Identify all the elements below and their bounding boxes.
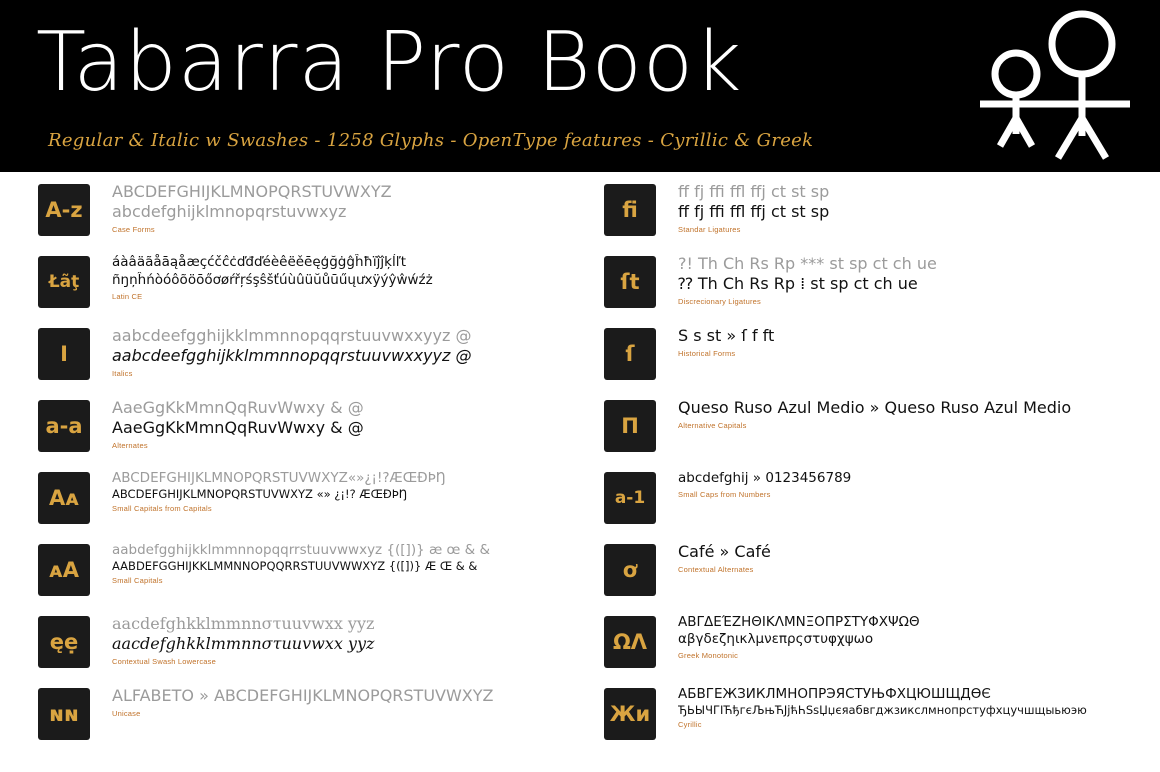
sample-line-2: AaeGgKkMmnQqRuvWwxy & @: [112, 418, 364, 437]
feature-sample-alternative-capitals: [656, 396, 1134, 430]
feature-row-historical-forms: [594, 324, 1134, 396]
sample-line-upper: ABCDEFGHIJKLMNOPQRSTUVWXYZ: [112, 182, 392, 201]
sample-line-1: АБВГЕЖЗИКЛМНОПРЭЯСТУЊФХЦЮШЩДѲЄ: [678, 686, 991, 702]
feature-row-greek-monotonic: [594, 612, 1134, 684]
feature-caption: Greek Monotonic: [678, 650, 739, 660]
feature-row-case-forms: [28, 180, 568, 252]
feature-chip-unicase[interactable]: ɴɴ: [38, 688, 90, 740]
feature-chip-contextual-alternates[interactable]: ơ: [604, 544, 656, 596]
feature-row-contextual-alternates: [594, 540, 1134, 612]
feature-chip-cyrillic[interactable]: Жи: [604, 688, 656, 740]
feature-caption: Discrecionary Ligatures: [678, 297, 761, 306]
feature-caption: Historical Forms: [678, 349, 736, 358]
feature-sample-contextual-alternates: [656, 540, 1134, 574]
feature-sample-case-forms: [90, 180, 568, 234]
feature-row-italics: [28, 324, 568, 396]
feature-sample-italics: [90, 324, 568, 378]
sample-line-2: ABCDEFGHIJKLMNOPQRSTUVWXYZ «» ¿¡!? ÆŒÐÞŊ: [112, 486, 408, 501]
sample-line-2: αβγδεζηικλμνεπρςστυφχψωο: [678, 630, 874, 647]
sample-line-1: abcdefghij » 0123456789: [678, 470, 852, 486]
feature-sample-contextual-swash-lowercase: [90, 612, 568, 666]
sample-line-1: ABCDEFGHIJKLMNOPQRSTUVWXYZ«»¿¡!?ÆŒÐÞŊ: [112, 470, 446, 486]
feature-row-small-caps-from-capitals: [28, 468, 568, 540]
sample-line-1: ff fj ffi ffl ffj ct st sp: [678, 182, 830, 201]
feature-caption: Alternative Capitals: [678, 421, 747, 430]
feature-chip-greek-monotonic[interactable]: ΩΛ: [604, 616, 656, 668]
feature-chip-contextual-swash-lowercase[interactable]: ęẹ: [38, 616, 90, 668]
sample-line-2: ñŋņĥńòóôõöōőơøŕřŗśşŝšťúùûüŭůūűųưxÿýŷŵẃźż: [112, 271, 433, 288]
feature-row-small-capitals: [28, 540, 568, 612]
feature-chip-small-capitals[interactable]: ᴀA: [38, 544, 90, 596]
sample-line-1: Café » Café: [678, 542, 771, 561]
feature-caption: Standar Ligatures: [678, 225, 741, 234]
feature-chip-alternative-capitals[interactable]: Π: [604, 400, 656, 452]
feature-sample-small-caps-from-numbers: [656, 468, 1134, 499]
feature-row-cyrillic: [594, 684, 1134, 756]
feature-chip-small-caps-from-capitals[interactable]: Aᴀ: [38, 472, 90, 524]
sample-line-2: ⁇ Th Ch Rs Rp ⁞ st sp ct ch ue: [678, 274, 918, 293]
sample-line-1: áàâäãåāąåæçćčĉċďđďéèêëěēęģğġĝĥħïĵĵķĺľt: [112, 254, 407, 270]
sample-line-1: AaeGgKkMmnQqRuvWwxy & @: [112, 398, 364, 417]
feature-sample-discretionary-ligatures: [656, 252, 1134, 306]
sample-line-2: ЂЬЫЧГІЋђгєЉњЋЈјћҺSsЏџєяабвгджзикслмнопрстуфхцучшщыьюэю: [678, 702, 1087, 717]
sample-line-2: AABDEFGGHIJKKLMMNNOPQQRRSTUUVWWXYZ {([])} Æ Œ & &: [112, 558, 478, 573]
feature-caption: Contextual Swash Lowercase: [112, 657, 217, 666]
feature-sample-historical-forms: [656, 324, 1134, 358]
feature-caption: Cyrillic: [678, 720, 702, 730]
sample-line-1: ALFABETO » ABCDEFGHIJKLMNOPQRSTUVWXYZ: [112, 686, 494, 705]
feature-caption: Italics: [112, 369, 133, 378]
left-feature-column: [28, 180, 568, 756]
header-banner: [0, 0, 1160, 172]
feature-chip-case-forms[interactable]: A-z: [38, 184, 90, 236]
feature-sample-standard-ligatures: [656, 180, 1134, 234]
feature-sample-alternates: [90, 396, 568, 450]
feature-caption: Case Forms: [112, 225, 155, 234]
feature-sample-unicase: [90, 684, 568, 718]
sample-line-1: aabdefgghijkklmmnnopqqrrstuuvwwxyz {([])} æ œ & &: [112, 542, 490, 558]
sample-line-2: aacdefghkklmmnnστuuvwxx yyz: [112, 634, 375, 653]
sample-line-2: ff fj ffi ffl ffj ct st sp: [678, 202, 830, 221]
sample-line-2: aabcdeefgghijkklmmnnopqqrstuuvwxxyyz @: [112, 346, 472, 365]
feature-row-standard-ligatures: [594, 180, 1134, 252]
feature-row-contextual-swash-lowercase: [28, 612, 568, 684]
feature-chip-italics[interactable]: I: [38, 328, 90, 380]
feature-row-alternates: [28, 396, 568, 468]
right-feature-column: [594, 180, 1134, 756]
feature-sample-small-capitals: [90, 540, 568, 585]
page-subtitle: Regular & Italic w Swashes - 1258 Glyphs - OpenType features - Cyrillic & Greek: [48, 130, 814, 151]
feature-chip-standard-ligatures[interactable]: fi: [604, 184, 656, 236]
feature-caption: Small Capitals: [112, 576, 163, 586]
feature-row-discretionary-ligatures: [594, 252, 1134, 324]
page-title: Tabarra Pro Book: [36, 15, 743, 110]
sample-line-1: ?! Th Ch Rs Rp *** st sp ct ch ue: [678, 254, 937, 273]
feature-sample-latin-ce: [90, 252, 568, 301]
specimen-sheet: [0, 172, 1160, 772]
feature-row-small-caps-from-numbers: [594, 468, 1134, 540]
sample-line-1: aabcdeefgghijkklmmnnopqqrstuuvwxxyyz @: [112, 326, 472, 345]
feature-chip-latin-ce[interactable]: Łãţ: [38, 256, 90, 308]
stick-figure-logo: [974, 6, 1134, 166]
feature-caption: Contextual Alternates: [678, 565, 754, 574]
sample-line-1: Queso Ruso Azul Medio » Queso Ruso Azul Medio: [678, 398, 1072, 417]
sample-line-1: ΑΒΓΔΕΈΖΗΘΙΚΛΜΝΞΟΠΡΣΤΥΦΧΨΩΘ: [678, 614, 920, 630]
sample-line-1: S s st » ſ f ft: [678, 326, 775, 345]
feature-sample-cyrillic: [656, 684, 1134, 729]
feature-sample-greek-monotonic: [656, 612, 1134, 660]
feature-chip-historical-forms[interactable]: ſ: [604, 328, 656, 380]
feature-chip-small-caps-from-numbers[interactable]: a-1: [604, 472, 656, 524]
sample-line-1: aacdefghkklmmnnστuuvwxx yyz: [112, 614, 375, 633]
feature-sample-small-caps-from-capitals: [90, 468, 568, 513]
feature-chip-alternates[interactable]: a-a: [38, 400, 90, 452]
feature-chip-discretionary-ligatures[interactable]: ſt: [604, 256, 656, 308]
sample-line-lower: abcdefghijklmnopqrstuvwxyz: [112, 202, 347, 221]
feature-row-alternative-capitals: [594, 396, 1134, 468]
feature-caption: Unicase: [112, 709, 141, 718]
feature-caption: Small Capitals from Capitals: [112, 504, 212, 514]
feature-row-unicase: [28, 684, 568, 756]
feature-caption: Small Caps from Numbers: [678, 489, 771, 499]
feature-caption: Latin CE: [112, 292, 143, 302]
feature-row-latin-ce: [28, 252, 568, 324]
feature-caption: Alternates: [112, 441, 148, 450]
